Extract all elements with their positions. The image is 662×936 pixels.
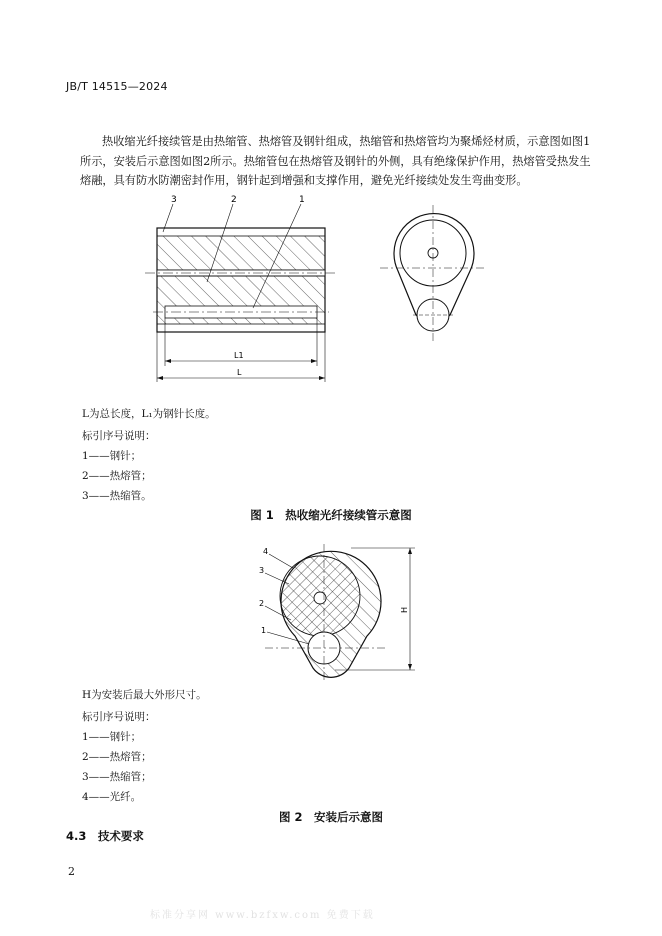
label-3: 3 [259,566,265,575]
leader-4 [269,554,293,568]
label-2: 2 [259,599,265,608]
label-1: 1 [261,626,267,635]
figure2-legend-item: 4——光纤。 [82,791,142,803]
figure1-legend-title: 标引序号说明： [82,430,156,442]
heat-melt-tube-upper-section [157,236,325,270]
figure2-definition: H为安装后最大外形尺寸。 [82,689,207,701]
figure1-legend-item: 1——钢针； [82,450,142,462]
dimension-l-label: L [237,368,242,377]
figure2-legend-item: 3——热缩管； [82,771,152,783]
figure1-legend-item: 2——热熔管； [82,470,152,482]
label-2: 2 [231,195,237,205]
figure2-legend-item: 2——热熔管； [82,751,152,763]
figure1-side-view [145,190,345,385]
intro-paragraph: 热收缩光纤接续管是由热缩管、热熔管及钢针组成，热缩管和热熔管均为聚烯烃材质，示意图如图1所示，安装后示意图如图2所示。热缩管包在热熔管及钢针的外侧，具有绝缘保护作用，热熔管受热发生熔融，具有防水防潮密封作用，钢针起到增强和支撑作用，避免光纤接续处发生弯曲变形。 [80,135,591,187]
figure1-caption: 图 1 热收缩光纤接续管示意图 [250,508,412,522]
page-number: 2 [68,865,75,878]
section-heading: 4.3 技术要求 [66,829,144,843]
figure2-installed-view [255,540,425,690]
figure2-legend-item: 1——钢针； [82,731,142,743]
label-1: 1 [299,195,305,205]
label-3: 3 [171,195,177,205]
figure2-legend-title: 标引序号说明： [82,711,156,723]
figure2-caption: 图 2 安装后示意图 [278,810,383,824]
label-4: 4 [263,547,269,556]
figure1-definition: L为总长度，L₁为钢针长度。 [82,408,216,420]
steel-needle [165,306,317,318]
document-code: JB/T 14515—2024 [66,80,168,93]
figure1-end-view [378,205,488,345]
dimension-h-label: H [400,606,409,613]
watermark: 标准分享网 www.bzfxw.com 免费下载 [150,910,375,921]
figure1-legend-item: 3——热缩管。 [82,490,152,502]
dimension-l1-label: L1 [234,351,244,360]
